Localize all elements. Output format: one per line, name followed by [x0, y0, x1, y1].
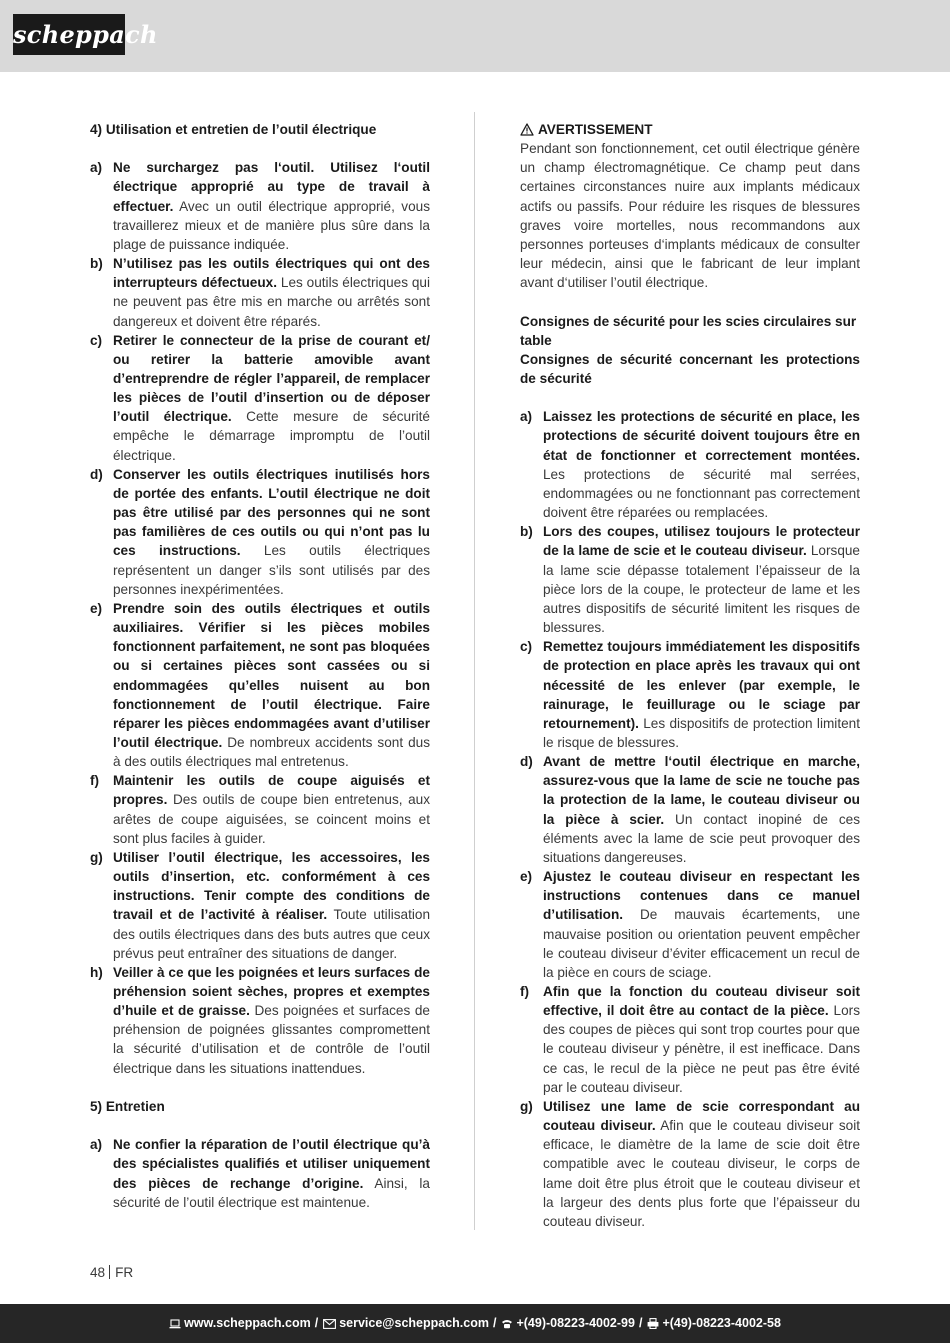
item-body-text: Lors des coupes de pièces qui sont trop courtes pour que le couteau diviseur y pénètre, il est inefficace. Dans ce cas, le recul de la pièce ne peut pas être évité par le couteau diviseur.: [543, 1003, 860, 1095]
list-item: [520, 407, 860, 522]
item-bold-text: Remettez toujours immédiatement les dispositifs de protection en place après les travaux qui ont nécessité de les enlever (par exemple, le rainurage, le feuillurage ou le sciage par retournement).: [543, 639, 860, 731]
page-number: [90, 1265, 133, 1280]
item-bold-text: N’utilisez pas les outils électriques qui ont des interrupteurs défectueux.: [113, 256, 430, 291]
item-body-text: Les dispositifs de protection limitent le risque de blessures.: [543, 715, 860, 750]
list-item: [520, 752, 860, 867]
item-letter: a): [520, 409, 533, 425]
list-item: [90, 963, 430, 1078]
list-item: [90, 254, 430, 331]
item-body-text: Les protections de sécurité mal serrées, endommagées ou ne fonctionnant pas correctement doivent être réparées ou remplacées.: [543, 466, 860, 521]
list-item: [520, 522, 860, 637]
item-body-text: Les outils électriques qui ne peuvent pas être mis en marche ou arrêtés sont dangereux et doivent être réparés.: [113, 275, 431, 329]
item-letter: h): [90, 964, 103, 980]
list-item: [90, 771, 430, 848]
item-letter: a): [90, 160, 103, 176]
warning-triangle-icon: [520, 123, 534, 136]
section4-list: [90, 158, 430, 1078]
item-letter: b): [90, 256, 103, 272]
item-letter: g): [90, 849, 103, 865]
item-letter: c): [90, 332, 103, 348]
item-letter: e): [520, 869, 533, 885]
item-bold-text: Maintenir les outils de coupe aiguisés et propres.: [113, 773, 430, 808]
item-bold-text: Prendre soin des outils électriques et outils auxiliaires. Vérifier si les pièces mobiles fonctionnent parfaitement, ne sont pas bloquées ou si certaines pièces sont cassées ou si endommagées qu’elles nuisent au bon fonctionnement de l’outil électrique. Faire réparer les pièces endommagées avant d’utiliser l’outil électrique.: [113, 600, 430, 750]
laptop-icon: [169, 1319, 181, 1329]
list-item: [90, 599, 430, 771]
item-bold-text: Avant de mettre l‘outil électrique en marche, assurez-vous que la lame de scie ne touche pas la protection de la lame, le couteau diviseur ou la pièce à scier.: [543, 754, 860, 827]
page-number-value: 48: [90, 1265, 106, 1280]
item-bold-text: Retirer le connecteur de la prise de courant et/ ou retirer la batterie amovible avant d’entreprendre de régler l’appareil, de remplacer les pièces de l’outil d’insertion ou de déposer l’outil électrique.: [113, 332, 430, 425]
item-bold-text: Utiliser l’outil électrique, les accessoires, les outils d’insertion, etc. conformément à ces instructions. Tenir compte des conditions de travail et de l’activité à réaliser.: [113, 849, 430, 923]
footer-separator-1: /: [314, 1316, 319, 1330]
footer-separator-3: /: [638, 1316, 643, 1330]
list-item: [520, 982, 860, 1097]
footer-bar: [0, 1304, 950, 1343]
header-bar: [0, 0, 950, 72]
item-body-text: Toute utilisation des outils électriques dans des buts autres que ceux prévus peut entraîner des situations de danger.: [113, 907, 431, 961]
fax-icon: [647, 1318, 659, 1329]
footer-separator-2: /: [492, 1316, 497, 1330]
list-item: [90, 465, 430, 599]
item-bold-text: Veiller à ce que les poignées et leurs surfaces de préhension soient sèches, propres et exemptes d’huile et de graisse.: [113, 964, 430, 1019]
item-letter: d): [520, 754, 533, 770]
item-body-text: Un contact inopiné de ces éléments avec la lame de scie peut provoquer des situations dangereuses.: [543, 811, 860, 865]
item-bold-text: Lors des coupes, utilisez toujours le protecteur de la lame de scie et le couteau diviseur.: [543, 524, 860, 559]
item-body-text: De mauvais écartements, une mauvaise position ou orientation peuvent empêcher le couteau diviseur d’éviter efficacement un recul de la pièce en cours de sciage.: [543, 907, 860, 980]
warning-text: Pendant son fonctionnement, cet outil électrique génère un champ électromagnétique. Ce champ peut dans certaines circonstances nuire aux implants médicaux actifs ou passifs. Pour réduire les risques de blessures graves voire mortelles, nous recommandons aux personnes porteuses d‘implants médicaux de consulter leur médecin, ainsi que le fabricant de leur implant avant d‘utiliser l’outil électrique.: [520, 141, 860, 291]
item-letter: g): [520, 1098, 533, 1114]
item-body-text: Ainsi, la sécurité de l’outil électrique est maintenue.: [113, 1175, 430, 1210]
list-item: [520, 867, 860, 982]
item-bold-text: Ajustez le couteau diviseur en respectant les instructions contenues dans ce manuel d’utilisation.: [543, 869, 860, 923]
mail-icon: [323, 1319, 336, 1329]
right-column: [520, 120, 860, 1231]
table-saw-safety-title: Consignes de sécurité pour les scies circulaires sur table: [520, 313, 857, 348]
column-divider: [474, 112, 475, 1230]
item-letter: f): [90, 773, 100, 789]
item-letter: f): [520, 984, 530, 999]
phone-icon: [501, 1319, 513, 1329]
item-letter: d): [90, 466, 103, 482]
item-body-text: Afin que le couteau diviseur soit efficace, le diamètre de la lame de scie doit être compatible avec le couteau diviseur, le corps de lame doit être plus étroit que le couteau diviseur et la largeur des dents plus forte que l’épaisseur du couteau diviseur.: [543, 1118, 860, 1229]
email-link[interactable]: service@scheppach.com: [339, 1316, 489, 1330]
fax-number: +(49)-08223-4002-58: [662, 1316, 781, 1330]
item-letter: a): [90, 1137, 103, 1153]
list-item: [90, 1135, 430, 1212]
page-language: FR: [115, 1265, 134, 1280]
guard-safety-list: [520, 407, 860, 1231]
phone-number: +(49)-08223-4002-99: [516, 1316, 635, 1330]
guard-safety-title: Consignes de sécurité concernant les protections de sécurité: [520, 351, 860, 387]
item-body-text: Cette mesure de sécurité empêche le démarrage impromptu de l’outil électrique.: [113, 409, 430, 463]
page-separator: [109, 1265, 110, 1279]
item-bold-text: Ne surchargez pas l‘outil. Utilisez l‘outil électrique approprié au type de travail à effectuer.: [113, 160, 430, 214]
list-item: [520, 637, 860, 752]
item-bold-text: Afin que la fonction du couteau diviseur soit effective, il doit être au contact de la pièce.: [543, 984, 860, 1019]
item-letter: b): [520, 524, 533, 540]
warning-title: AVERTISSEMENT: [538, 122, 653, 137]
website-link[interactable]: www.scheppach.com: [184, 1316, 311, 1330]
item-body-text: Les outils électriques représentent un danger s’ils sont utilisés par des personnes inexpérimentées.: [113, 543, 430, 597]
item-bold-text: Utilisez une lame de scie correspondant au couteau diviseur.: [543, 1098, 860, 1134]
item-letter: e): [90, 600, 103, 616]
item-body-text: Lorsque la lame scie dépasse totalement l’épaisseur de la pièce lors de la coupe, le protecteur de lame et les autres dispositifs de sécurité limitent les risques de blessures.: [543, 543, 860, 636]
item-body-text: Avec un outil électrique approprié, vous travaillerez mieux et de manière plus sûre dans la plage de puissance indiquée.: [113, 198, 430, 252]
item-body-text: De nombreux accidents sont dus à des outils électriques mal entretenus.: [113, 734, 431, 770]
list-item: [90, 331, 430, 465]
item-bold-text: Laissez les protections de sécurité en place, les protections de sécurité doivent toujours être en état de fonctionner et correctement montées.: [543, 409, 860, 463]
left-column: [90, 120, 430, 1212]
item-body-text: Des poignées et surfaces de préhension de poignées glissantes compromettent la sécurité d’utilisation et de contrôle de l’outil électrique dans les situations inattendues.: [113, 1003, 430, 1076]
scheppach-logo: scheppach: [13, 14, 125, 55]
section4-title: 4) Utilisation et entretien de l’outil électrique: [90, 122, 377, 137]
list-item: [520, 1097, 860, 1231]
item-letter: c): [520, 639, 533, 655]
warning-heading: [520, 120, 860, 139]
list-item: [90, 848, 430, 963]
item-bold-text: Conserver les outils électriques inutilisés hors de portée des enfants. L’outil électrique ne doit pas être utilisé par des personnes qui ne sont pas familières de ces outils ou qui n’ont pas lu ces instructions.: [113, 466, 430, 559]
item-body-text: Des outils de coupe bien entretenus, aux arêtes de coupe aiguisées, se coincent moins et sont plus faciles à guider.: [113, 792, 430, 846]
section5-list: [90, 1135, 430, 1212]
item-bold-text: Ne confier la réparation de l’outil électrique qu’à des spécialistes qualifiés et utiliser uniquement des pièces de rechange d’origine.: [113, 1137, 430, 1191]
list-item: [90, 158, 430, 254]
section5-title: 5) Entretien: [90, 1098, 165, 1114]
